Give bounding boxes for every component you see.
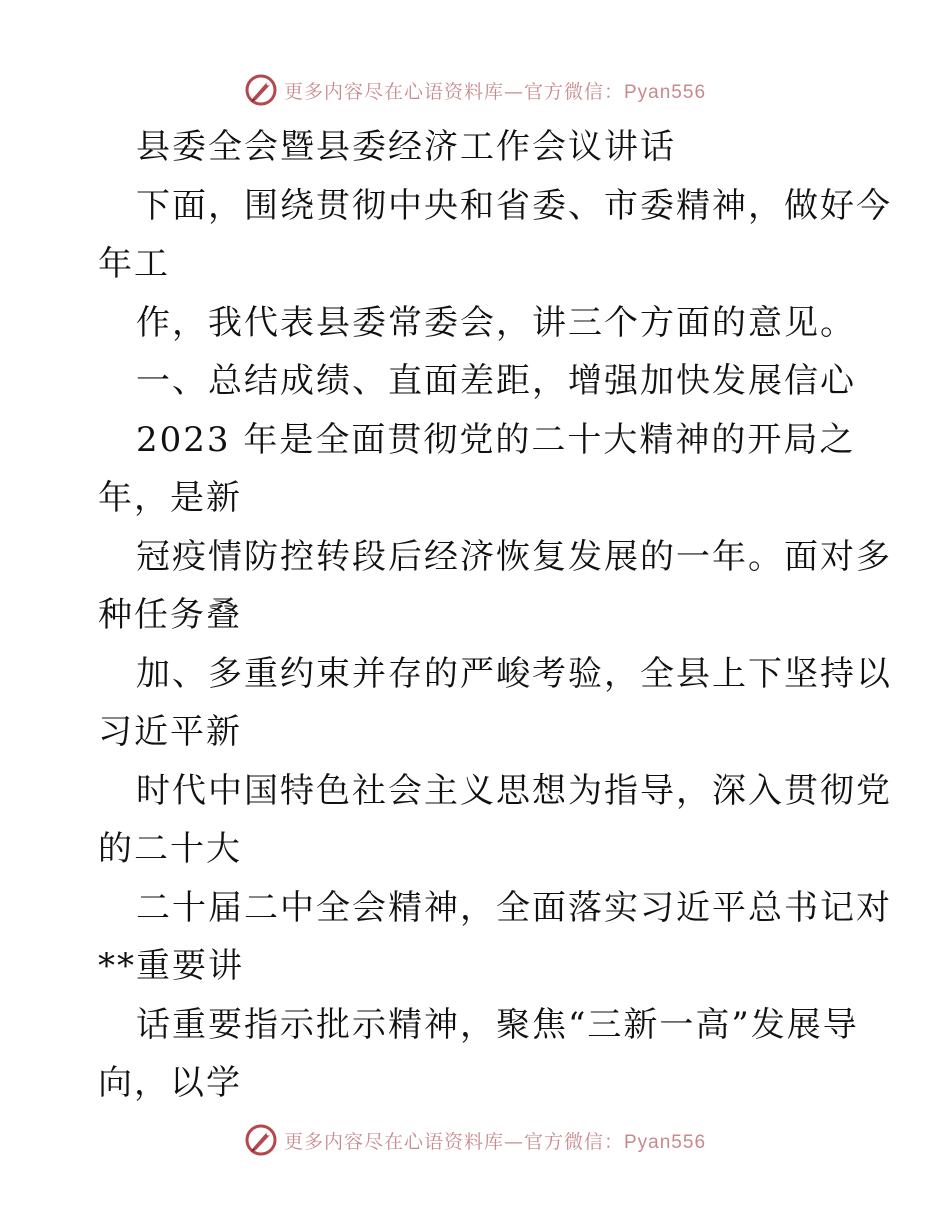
paragraph-line: 种任务叠 (98, 595, 242, 635)
watermark-wechat-id: Pyan556 (624, 1131, 707, 1153)
watermark-contact-label: 官方微信： (523, 1130, 624, 1153)
paragraph-line: 年工 (98, 244, 170, 284)
document-body (98, 118, 892, 1113)
paragraph-line: 时代中国特色社会主义思想为指导，深入贯彻党 (136, 770, 892, 811)
paragraph-line: 习近平新 (98, 712, 242, 752)
paragraph-line: 向，以学 (98, 1063, 242, 1103)
quill-pen-logo-icon (244, 1123, 278, 1157)
document-title: 县委全会暨县委经济工作会议讲话 (136, 127, 676, 167)
paragraph-line: 冠疫情防控转段后经济恢复发展的一年。面对多 (136, 536, 892, 577)
paragraph-line: 二十届二中全会精神，全面落实习近平总书记对 (136, 887, 892, 928)
paragraph-line: 作，我代表县委常委会，讲三个方面的意见。 (136, 302, 856, 343)
paragraph-line: 加、多重约束并存的严峻考验，全县上下坚持以 (136, 653, 892, 694)
paragraph-line: 下面，围绕贯彻中央和省委、市委精神，做好今 (136, 185, 892, 226)
watermark-separator: — (503, 80, 524, 103)
header-watermark (0, 70, 950, 110)
paragraph-line: 2023 年是全面贯彻党的二十大精神的开局之 (136, 419, 856, 460)
paragraph-line: 年，是新 (98, 478, 242, 518)
watermark-contact-label: 官方微信： (523, 80, 624, 103)
watermark-main-text: 更多内容尽在心语资料库 (283, 80, 504, 103)
paragraph-line: 的二十大 (98, 829, 242, 869)
paragraph-line: 话重要指示批示精神，聚焦“三新一高”发展导 (136, 1004, 859, 1045)
paragraph-line: **重要讲 (98, 946, 244, 986)
watermark-main-text: 更多内容尽在心语资料库 (283, 1130, 504, 1153)
footer-watermark (0, 1120, 950, 1160)
watermark-separator: — (503, 1130, 524, 1153)
watermark-text (284, 1127, 706, 1154)
quill-pen-logo-icon (244, 73, 278, 107)
section-heading: 一、总结成绩、直面差距，增强加快发展信心 (136, 361, 856, 401)
watermark-text (284, 77, 706, 104)
watermark-wechat-id: Pyan556 (624, 81, 707, 103)
